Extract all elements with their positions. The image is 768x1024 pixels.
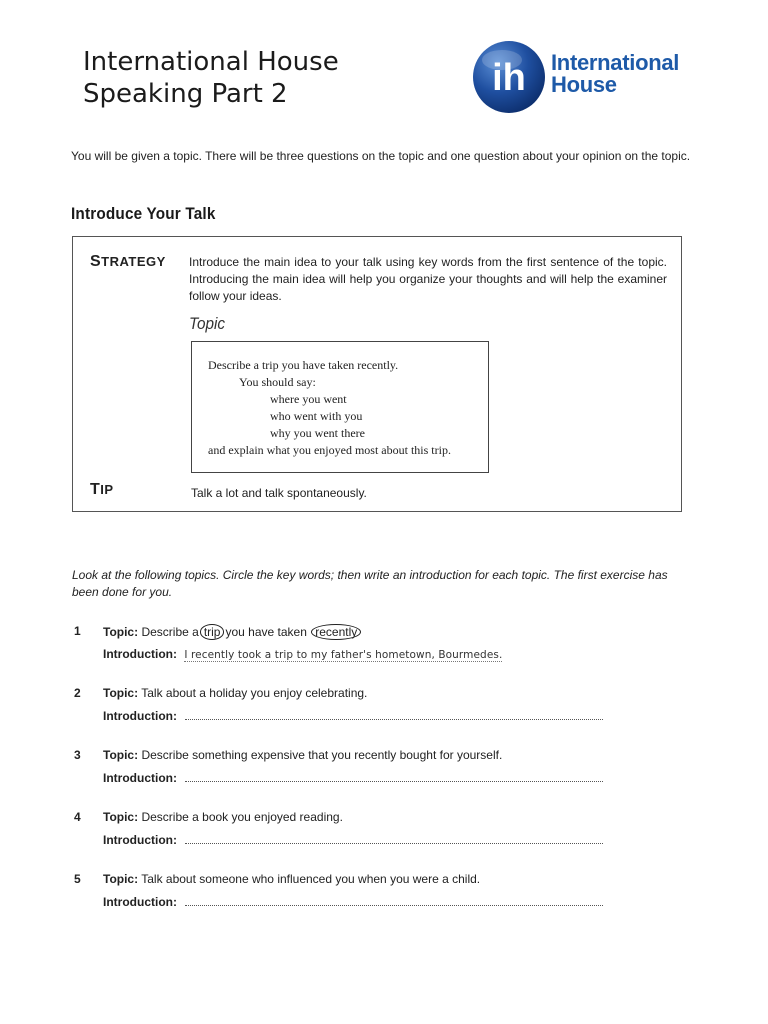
answer-line[interactable] <box>185 843 603 844</box>
topic-card-line: who went with you <box>270 409 363 423</box>
introduction-label: Introduction: <box>103 647 177 661</box>
topic-card-line: Describe a trip you have taken recently. <box>208 358 399 372</box>
topic-text-part: you have taken <box>225 625 307 639</box>
handwritten-answer: I recently took a trip to my father's hometown, Bourmedes. <box>184 649 503 661</box>
strategy-text: Introduce the main idea to your talk using key words from the first sentence of the topic. Introducing the main idea will help you organize your thoughts and will help the examiner follow your ideas. <box>189 255 667 303</box>
title-line-2: Speaking Part 2 <box>83 79 288 109</box>
circled-keyword: trip <box>200 624 225 640</box>
topic-card-line: You should say: <box>239 375 316 389</box>
introduction-label: Introduction: <box>103 895 177 909</box>
exercise-number: 3 <box>74 748 81 762</box>
answer-line[interactable] <box>185 905 603 906</box>
topic-card-line: why you went there <box>270 426 365 440</box>
introduction-label: Introduction: <box>103 771 177 785</box>
exercise-number: 4 <box>74 810 81 824</box>
exercise-introduction <box>103 709 177 723</box>
tip-label-rest: IP <box>100 482 114 497</box>
topic-heading: Topic <box>189 314 226 333</box>
exercise-topic <box>103 624 362 640</box>
exercise-introduction <box>103 771 177 785</box>
exercise-topic <box>103 872 480 886</box>
topic-label: Topic: <box>103 810 139 824</box>
topic-card-line: and explain what you enjoyed most about this trip. <box>208 443 451 457</box>
exercise-number: 2 <box>74 686 81 700</box>
exercise-introduction <box>103 833 177 847</box>
tip-label-initial: T <box>90 481 101 498</box>
topic-text-part: Describe a <box>141 625 199 639</box>
answer-line[interactable] <box>185 781 603 782</box>
document-title <box>83 46 423 110</box>
exercise-topic <box>103 810 343 824</box>
topic-label: Topic: <box>103 625 139 639</box>
topic-card-line: where you went <box>270 392 347 406</box>
tip-text: Talk a lot and talk spontaneously. <box>191 486 367 500</box>
ih-logo-icon <box>472 40 546 114</box>
circled-keyword: recently <box>311 624 361 640</box>
exercise-introduction <box>103 895 177 909</box>
topic-card <box>191 341 489 473</box>
logo-wordmark <box>551 52 679 96</box>
exercise-introduction <box>103 647 502 661</box>
logo-name-line-2: House <box>551 72 617 97</box>
topic-text: Describe something expensive that you recently bought for yourself. <box>141 748 503 762</box>
logo-name-line-1: International <box>551 50 680 75</box>
answer-line[interactable] <box>185 719 603 720</box>
logo-mark: ih <box>492 57 526 99</box>
topic-text: Talk about someone who influenced you when you were a child. <box>141 872 481 886</box>
strategy-label-rest: TRATEGY <box>101 254 166 269</box>
topic-label: Topic: <box>103 872 139 886</box>
strategy-label-initial: S <box>90 253 102 270</box>
exercise-number: 5 <box>74 872 81 886</box>
introduction-label: Introduction: <box>103 833 177 847</box>
introduction-label: Introduction: <box>103 709 177 723</box>
exercise-number: 1 <box>74 624 81 638</box>
section-heading: Introduce Your Talk <box>71 204 216 223</box>
exercise-instruction: Look at the following topics. Circle the key words; then write an introduction for each topic. The first exercise has been done for you. <box>72 568 668 599</box>
exercise-topic <box>103 748 502 762</box>
intro-paragraph: You will be given a topic. There will be three questions on the topic and one question about your opinion on the topic. <box>71 149 691 163</box>
exercise-topic <box>103 686 367 700</box>
topic-text: Describe a book you enjoyed reading. <box>141 810 343 824</box>
international-house-logo <box>472 40 692 114</box>
title-line-1: International House <box>83 47 339 77</box>
topic-label: Topic: <box>103 686 139 700</box>
tip-label <box>90 481 114 499</box>
topic-text: Talk about a holiday you enjoy celebrating. <box>141 686 368 700</box>
strategy-label <box>90 253 166 271</box>
topic-label: Topic: <box>103 748 139 762</box>
